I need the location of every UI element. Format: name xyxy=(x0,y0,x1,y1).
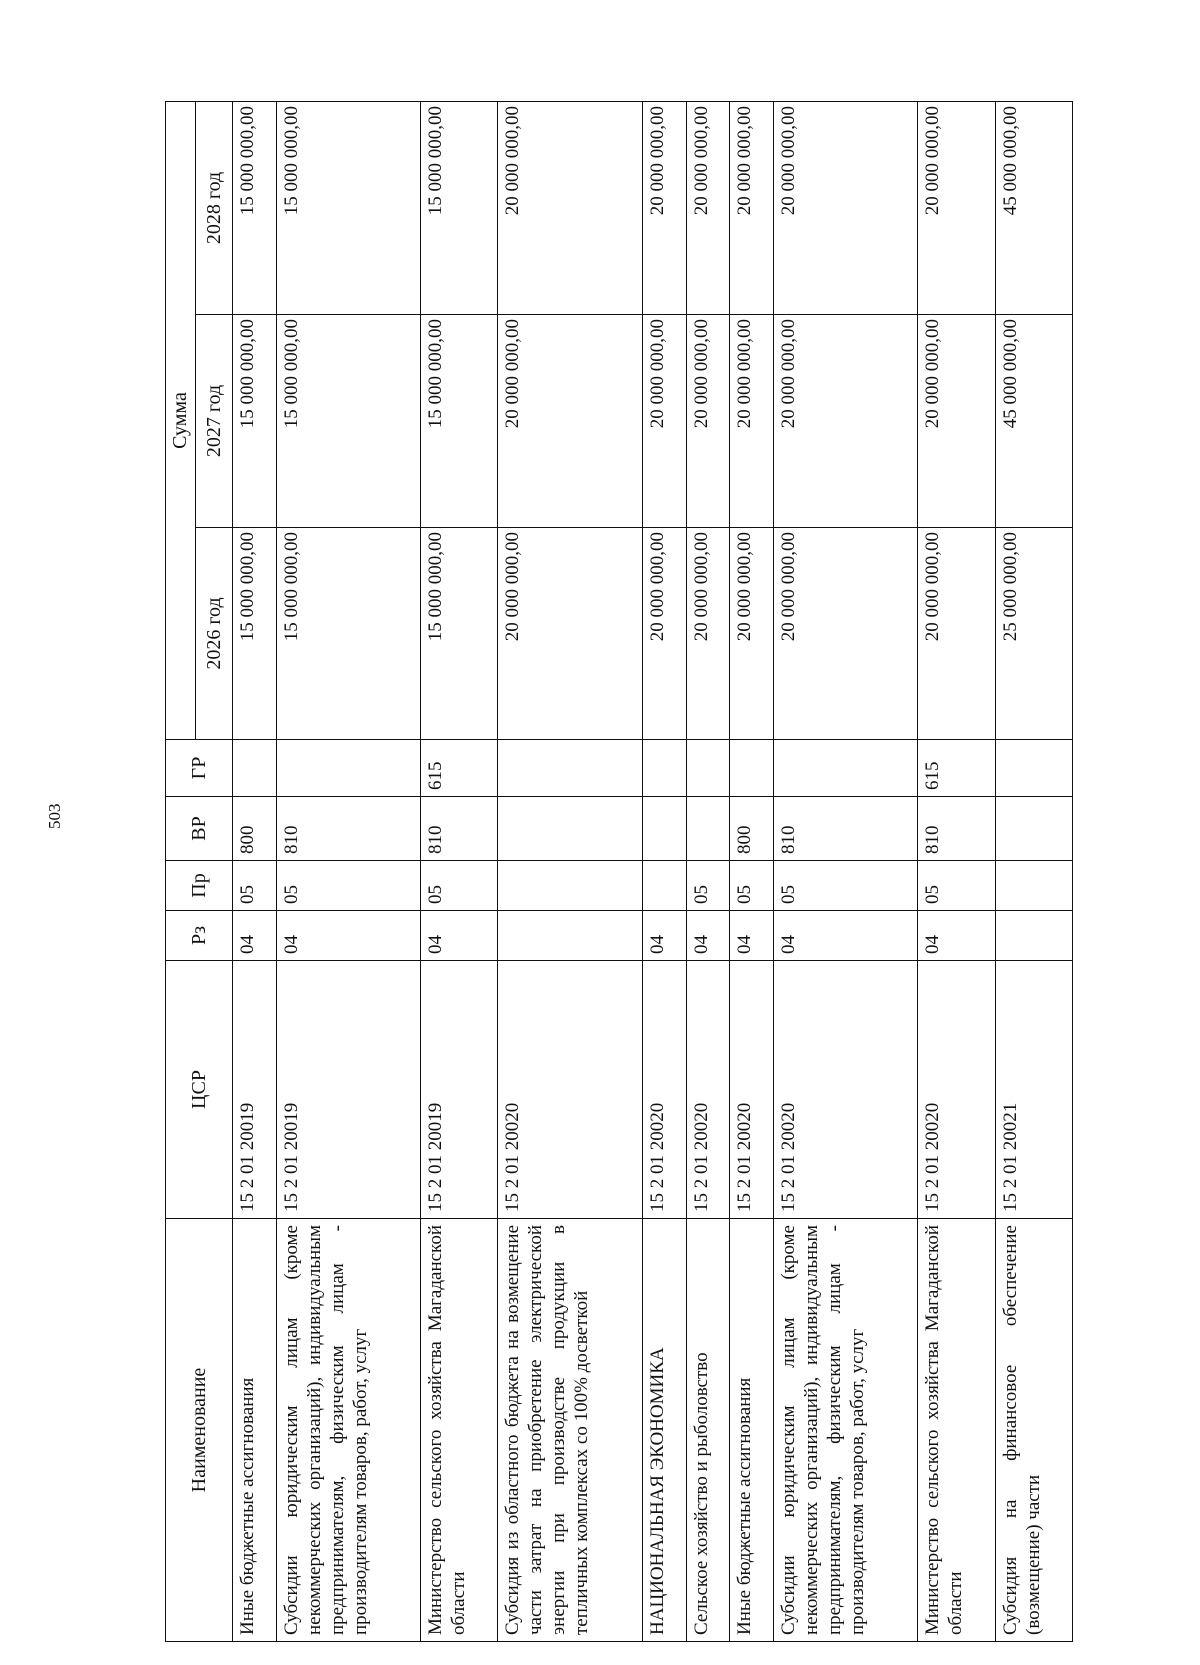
table-row xyxy=(276,101,420,1641)
row-amount-2026: 25 000 000,00 xyxy=(995,528,1072,740)
row-vr: 810 xyxy=(276,797,420,861)
row-rz xyxy=(498,911,642,961)
table-header xyxy=(166,101,233,1641)
budget-table-container xyxy=(165,102,1073,1642)
row-amount-2026: 20 000 000,00 xyxy=(730,528,774,740)
table-row xyxy=(730,101,774,1641)
row-amount-2028: 20 000 000,00 xyxy=(642,101,686,314)
row-gr xyxy=(686,740,730,797)
header-sum: Сумма xyxy=(166,101,196,739)
row-amount-2028: 15 000 000,00 xyxy=(233,101,277,314)
row-amount-2028: 45 000 000,00 xyxy=(995,101,1072,314)
row-rz: 04 xyxy=(642,911,686,961)
table-row xyxy=(233,101,277,1641)
row-name: Субсидия на финансовое обеспечение (возмещение) части xyxy=(995,1219,1072,1642)
row-amount-2026: 20 000 000,00 xyxy=(642,528,686,740)
header-csr: ЦСР xyxy=(166,961,233,1219)
row-amount-2028: 20 000 000,00 xyxy=(774,101,918,314)
row-amount-2026: 20 000 000,00 xyxy=(498,528,642,740)
row-amount-2027: 15 000 000,00 xyxy=(276,315,420,528)
table-row xyxy=(421,101,498,1641)
header-year-2026: 2026 год xyxy=(196,528,233,740)
row-csr: 15 2 01 20020 xyxy=(686,961,730,1219)
row-amount-2027: 20 000 000,00 xyxy=(686,315,730,528)
table-row xyxy=(642,101,686,1641)
row-amount-2028: 20 000 000,00 xyxy=(730,101,774,314)
row-amount-2027: 20 000 000,00 xyxy=(918,315,995,528)
row-name: Сельское хозяйство и рыболовство xyxy=(686,1219,730,1642)
row-csr: 15 2 01 20019 xyxy=(276,961,420,1219)
header-gr: ГР xyxy=(166,740,233,797)
table-row xyxy=(995,101,1072,1641)
row-amount-2027: 45 000 000,00 xyxy=(995,315,1072,528)
row-amount-2027: 20 000 000,00 xyxy=(498,315,642,528)
header-name: Наименование xyxy=(166,1219,233,1642)
row-rz: 04 xyxy=(774,911,918,961)
row-csr: 15 2 01 20019 xyxy=(421,961,498,1219)
row-vr: 810 xyxy=(774,797,918,861)
row-pr: 05 xyxy=(686,861,730,911)
row-name: Иные бюджетные ассигнования xyxy=(233,1219,277,1642)
row-csr: 15 2 01 20020 xyxy=(774,961,918,1219)
row-gr xyxy=(774,740,918,797)
row-name: Субсидии юридическим лицам (кроме некоммерческих организаций), индивидуальным предпринимателям, физическим лицам - производителям товаров, работ, услуг xyxy=(774,1219,918,1642)
header-year-2027: 2027 год xyxy=(196,315,233,528)
row-amount-2026: 20 000 000,00 xyxy=(774,528,918,740)
row-pr: 05 xyxy=(276,861,420,911)
row-vr: 810 xyxy=(421,797,498,861)
row-gr xyxy=(498,740,642,797)
row-gr xyxy=(233,740,277,797)
row-name: Субсидия из областного бюджета на возмещение части затрат на приобретение электрической энергии при производстве продукции в тепличных комплексах со 100% досветкой xyxy=(498,1219,642,1642)
row-rz xyxy=(995,911,1072,961)
row-name: Министерство сельского хозяйства Магаданской области xyxy=(918,1219,995,1642)
row-amount-2028: 20 000 000,00 xyxy=(686,101,730,314)
row-vr: 810 xyxy=(918,797,995,861)
row-amount-2028: 15 000 000,00 xyxy=(421,101,498,314)
row-csr: 15 2 01 20020 xyxy=(730,961,774,1219)
page-number: 503 xyxy=(45,803,64,829)
table-row xyxy=(918,101,995,1641)
row-gr xyxy=(730,740,774,797)
table-row xyxy=(774,101,918,1641)
row-pr: 05 xyxy=(918,861,995,911)
row-gr xyxy=(995,740,1072,797)
header-pr: Пр xyxy=(166,861,233,911)
row-rz: 04 xyxy=(233,911,277,961)
row-amount-2028: 20 000 000,00 xyxy=(498,101,642,314)
row-csr: 15 2 01 20020 xyxy=(642,961,686,1219)
row-amount-2027: 20 000 000,00 xyxy=(642,315,686,528)
row-amount-2028: 15 000 000,00 xyxy=(276,101,420,314)
row-vr xyxy=(995,797,1072,861)
row-amount-2026: 20 000 000,00 xyxy=(686,528,730,740)
row-csr: 15 2 01 20020 xyxy=(918,961,995,1219)
row-pr xyxy=(498,861,642,911)
row-rz: 04 xyxy=(421,911,498,961)
row-amount-2026: 20 000 000,00 xyxy=(918,528,995,740)
row-csr: 15 2 01 20021 xyxy=(995,961,1072,1219)
row-pr: 05 xyxy=(233,861,277,911)
header-vr: ВР xyxy=(166,797,233,861)
row-csr: 15 2 01 20019 xyxy=(233,961,277,1219)
row-gr xyxy=(642,740,686,797)
row-name: Министерство сельского хозяйства Магаданской области xyxy=(421,1219,498,1642)
row-pr: 05 xyxy=(730,861,774,911)
row-amount-2027: 20 000 000,00 xyxy=(774,315,918,528)
row-vr: 800 xyxy=(233,797,277,861)
row-csr: 15 2 01 20020 xyxy=(498,961,642,1219)
row-rz: 04 xyxy=(686,911,730,961)
budget-table xyxy=(165,101,1073,1642)
row-gr: 615 xyxy=(918,740,995,797)
row-amount-2028: 20 000 000,00 xyxy=(918,101,995,314)
row-rz: 04 xyxy=(730,911,774,961)
row-rz: 04 xyxy=(918,911,995,961)
row-rz: 04 xyxy=(276,911,420,961)
row-amount-2027: 20 000 000,00 xyxy=(730,315,774,528)
row-gr: 615 xyxy=(421,740,498,797)
row-pr: 05 xyxy=(774,861,918,911)
row-vr xyxy=(642,797,686,861)
row-amount-2026: 15 000 000,00 xyxy=(233,528,277,740)
row-amount-2027: 15 000 000,00 xyxy=(233,315,277,528)
row-pr xyxy=(642,861,686,911)
row-gr xyxy=(276,740,420,797)
header-rz: Рз xyxy=(166,911,233,961)
row-vr: 800 xyxy=(730,797,774,861)
row-name: Иные бюджетные ассигнования xyxy=(730,1219,774,1642)
row-pr: 05 xyxy=(421,861,498,911)
row-pr xyxy=(995,861,1072,911)
table-row xyxy=(498,101,642,1641)
table-row xyxy=(686,101,730,1641)
row-vr xyxy=(686,797,730,861)
row-vr xyxy=(498,797,642,861)
row-amount-2027: 15 000 000,00 xyxy=(421,315,498,528)
row-amount-2026: 15 000 000,00 xyxy=(276,528,420,740)
table-body xyxy=(233,101,1073,1641)
row-name: НАЦИОНАЛЬНАЯ ЭКОНОМИКА xyxy=(642,1219,686,1642)
row-name: Субсидии юридическим лицам (кроме некоммерческих организаций), индивидуальным предпринимателям, физическим лицам - производителям товаров, работ, услуг xyxy=(276,1219,420,1642)
header-year-2028: 2028 год xyxy=(196,101,233,314)
row-amount-2026: 15 000 000,00 xyxy=(421,528,498,740)
